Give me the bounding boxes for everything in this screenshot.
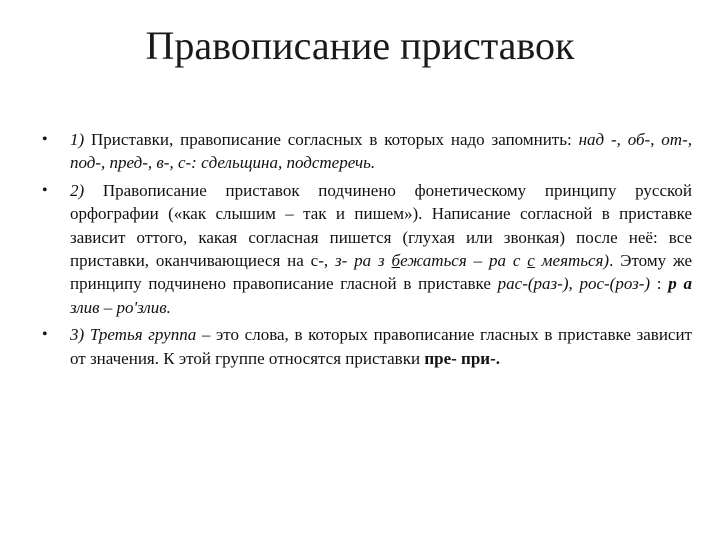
example-word: ежаться <box>400 251 467 271</box>
example-word: злив – ро'злив. <box>70 297 171 317</box>
example-prefixes: рас-(раз-), рос-(роз-) <box>497 274 651 294</box>
item-body: . Этому же принципу подчинено правописание гласной в приставке <box>70 251 693 294</box>
item-text <box>70 323 692 370</box>
dash: – <box>466 251 489 271</box>
item-number: 2) <box>70 180 85 200</box>
example-underlined: б <box>391 251 401 271</box>
item-body: – это слова, в которых правописание гласных в приставке зависит от значения. К этой группе относятся приставки <box>70 325 692 368</box>
list-item <box>42 128 692 175</box>
example-prefix-bold: р а <box>668 274 692 294</box>
item-body: Правописание приставок подчинено фонетическому принципу русской орфографии («как слышим – так и пишем»). Написание согласной в приставке зависит оттого, какая согласная пишется (глухая или звонкая) после неё: все приставки, оканчивающиеся на с-, <box>70 180 692 271</box>
item-lead: Третья группа <box>84 325 197 345</box>
item-text <box>70 128 692 175</box>
list-item <box>42 179 692 319</box>
bullet-icon: • <box>42 181 48 199</box>
slide-title: Правописание приставок <box>145 23 575 68</box>
item-examples: над -, об-, от-, под-, пред-, в-, с-: сдельщина, подстеречь. <box>70 130 692 173</box>
list-item <box>42 323 692 370</box>
example-prefix: ра с <box>488 251 528 271</box>
example-underlined: с <box>527 251 535 271</box>
item-bold-prefixes: пре- при-. <box>424 348 500 368</box>
item-text <box>70 179 692 319</box>
example-prefix: з- ра з <box>334 251 392 271</box>
item-number: 3) <box>70 325 85 345</box>
item-number: 1) <box>70 130 85 149</box>
bullet-list <box>42 128 692 374</box>
example-word: меяться) <box>534 251 610 271</box>
item-body: Приставки, правописание согласных в которых надо запомнить: <box>84 130 579 149</box>
bullet-icon: • <box>42 326 48 344</box>
bullet-icon: • <box>42 131 48 148</box>
colon: : <box>650 274 669 294</box>
